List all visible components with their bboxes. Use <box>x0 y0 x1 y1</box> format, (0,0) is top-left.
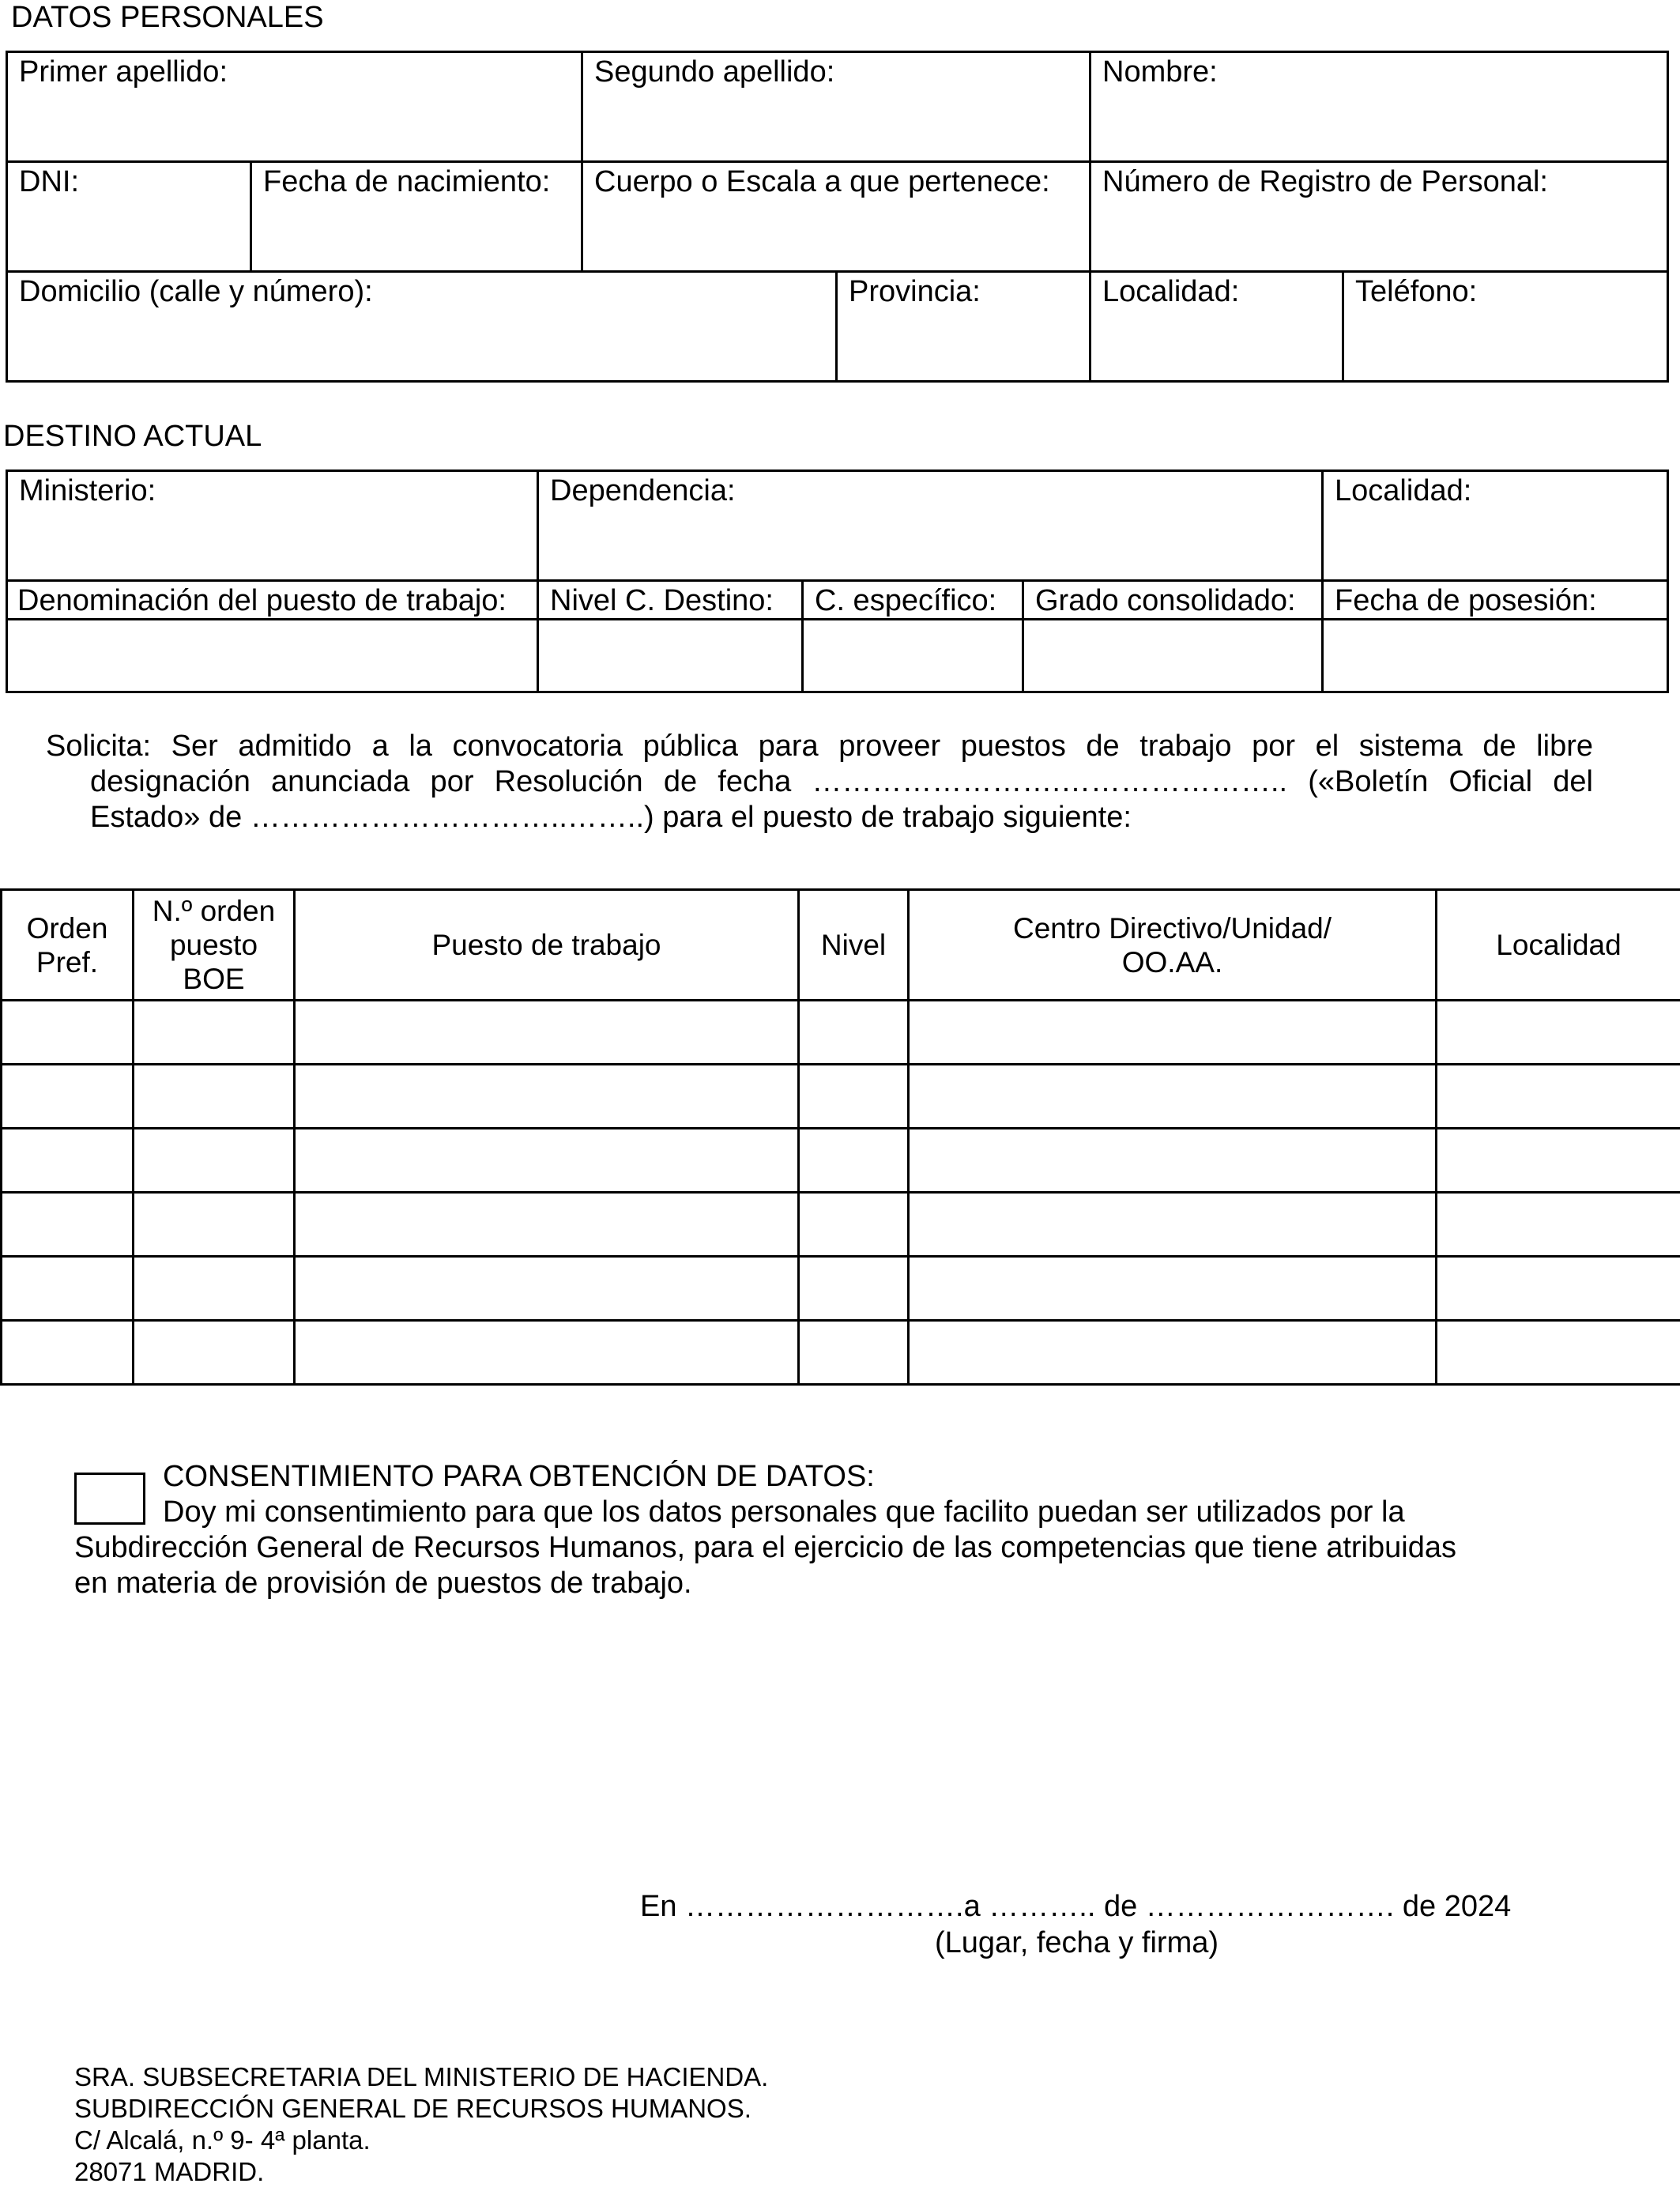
consentimiento-line-2: Subdirección General de Recursos Humanos, para el ejercicio de las competencias que tiene atribuidas <box>74 1531 1456 1564</box>
header-centro-directivo: Centro Directivo/Unidad/ OO.AA. <box>909 890 1437 1001</box>
field-label: Número de Registro de Personal: <box>1102 165 1548 198</box>
header-localidad: Localidad <box>1437 890 1680 1001</box>
field-dependencia[interactable] <box>538 471 1323 581</box>
recipient-line-4: 28071 MADRID. <box>74 2157 265 2186</box>
table-row <box>2 1257 1680 1321</box>
field-label: Dependencia: <box>550 474 736 507</box>
field-label: Provincia: <box>849 275 981 308</box>
field-segundo-apellido[interactable] <box>582 52 1090 162</box>
field-label: Fecha de posesión: <box>1335 584 1597 617</box>
consentimiento-block <box>74 1459 1615 1601</box>
destino-actual-table <box>6 470 1669 693</box>
table-cell[interactable] <box>134 1257 295 1321</box>
field-label: Grado consolidado: <box>1035 584 1296 617</box>
field-numero-registro[interactable] <box>1090 162 1668 272</box>
section-title-datos-personales: DATOS PERSONALES <box>11 1 324 34</box>
table-cell[interactable] <box>909 1257 1437 1321</box>
recipient-line-2: SUBDIRECCIÓN GENERAL DE RECURSOS HUMANOS. <box>74 2094 751 2123</box>
field-provincia[interactable] <box>837 272 1090 382</box>
table-cell[interactable] <box>2 1001 134 1065</box>
header-puesto-trabajo: Puesto de trabajo <box>295 890 799 1001</box>
signature-caption: (Lugar, fecha y firma) <box>935 1926 1219 1959</box>
table-cell[interactable] <box>2 1257 134 1321</box>
input-fecha-posesion[interactable] <box>1323 620 1668 692</box>
table-cell[interactable] <box>1437 1129 1680 1193</box>
table-cell[interactable] <box>295 1193 799 1257</box>
table-cell[interactable] <box>295 1321 799 1385</box>
table-cell[interactable] <box>295 1001 799 1065</box>
field-label: Localidad: <box>1102 275 1240 308</box>
label-denominacion-puesto <box>7 581 538 620</box>
field-label: Segundo apellido: <box>594 55 835 89</box>
field-localidad-destino[interactable] <box>1323 471 1668 581</box>
recipient-line-3: C/ Alcalá, n.º 9- 4ª planta. <box>74 2125 371 2155</box>
table-cell[interactable] <box>799 1193 909 1257</box>
table-cell[interactable] <box>134 1129 295 1193</box>
input-grado-consolidado[interactable] <box>1023 620 1323 692</box>
table-row <box>2 1193 1680 1257</box>
field-label: Cuerpo o Escala a que pertenece: <box>594 165 1050 198</box>
solicita-paragraph <box>46 729 1593 835</box>
field-dni[interactable] <box>7 162 251 272</box>
table-cell[interactable] <box>909 1065 1437 1129</box>
field-localidad[interactable] <box>1090 272 1343 382</box>
table-cell[interactable] <box>1437 1065 1680 1129</box>
consentimiento-title: CONSENTIMIENTO PARA OBTENCIÓN DE DATOS: <box>163 1460 875 1493</box>
solicita-line-2: designación anunciada por Resolución de fecha …………………….………………….. («Boletín Oficial del <box>90 765 1593 798</box>
table-row <box>2 1001 1680 1065</box>
input-c-especifico[interactable] <box>803 620 1023 692</box>
table-row <box>2 1321 1680 1385</box>
consentimiento-line-1: Doy mi consentimiento para que los datos personales que facilito puedan ser utilizados por la <box>163 1495 1405 1529</box>
table-cell[interactable] <box>1437 1321 1680 1385</box>
input-denominacion-puesto[interactable] <box>7 620 538 692</box>
table-cell[interactable] <box>2 1193 134 1257</box>
field-label: Primer apellido: <box>19 55 228 89</box>
table-row <box>2 1129 1680 1193</box>
field-fecha-nacimiento[interactable] <box>251 162 582 272</box>
field-domicilio[interactable] <box>7 272 837 382</box>
field-label: Domicilio (calle y número): <box>19 275 373 308</box>
field-telefono[interactable] <box>1343 272 1668 382</box>
field-label: Localidad: <box>1335 474 1472 507</box>
table-cell[interactable] <box>799 1129 909 1193</box>
label-nivel-destino <box>538 581 803 620</box>
table-header-row <box>2 890 1680 1001</box>
field-label: Ministerio: <box>19 474 156 507</box>
field-label: Nombre: <box>1102 55 1218 89</box>
table-cell[interactable] <box>2 1129 134 1193</box>
datos-personales-table <box>6 51 1669 383</box>
solicita-line-3: Estado» de …………………………..……..) para el puesto de trabajo siguiente: <box>90 801 1132 834</box>
section-title-destino-actual: DESTINO ACTUAL <box>3 420 262 453</box>
field-label: DNI: <box>19 165 79 198</box>
consentimiento-line-3: en materia de provisión de puestos de trabajo. <box>74 1567 692 1600</box>
table-cell[interactable] <box>134 1193 295 1257</box>
field-nombre[interactable] <box>1090 52 1668 162</box>
table-cell[interactable] <box>799 1065 909 1129</box>
label-c-especifico <box>803 581 1023 620</box>
table-cell[interactable] <box>1437 1257 1680 1321</box>
table-cell[interactable] <box>909 1321 1437 1385</box>
recipient-line-1: SRA. SUBSECRETARIA DEL MINISTERIO DE HACIENDA. <box>74 2062 769 2091</box>
field-label: Nivel C. Destino: <box>550 584 774 617</box>
table-cell[interactable] <box>134 1001 295 1065</box>
table-cell[interactable] <box>909 1129 1437 1193</box>
field-label: Fecha de nacimiento: <box>263 165 551 198</box>
table-cell[interactable] <box>799 1257 909 1321</box>
table-cell[interactable] <box>799 1001 909 1065</box>
puestos-table <box>0 888 1680 1386</box>
table-cell[interactable] <box>2 1321 134 1385</box>
table-cell[interactable] <box>295 1065 799 1129</box>
table-cell[interactable] <box>295 1257 799 1321</box>
solicita-line-1: Solicita: Ser admitido a la convocatoria pública para proveer puestos de trabajo por el sistema de libre <box>46 730 1593 763</box>
signature-place-date-line: En ……………………….a ……….. de ……………………. de 2024 <box>640 1890 1512 1923</box>
label-fecha-posesion <box>1323 581 1668 620</box>
table-cell[interactable] <box>1437 1001 1680 1065</box>
field-label: Denominación del puesto de trabajo: <box>17 584 507 617</box>
field-label: Teléfono: <box>1355 275 1478 308</box>
field-cuerpo-escala[interactable] <box>582 162 1090 272</box>
label-grado-consolidado <box>1023 581 1323 620</box>
table-cell[interactable] <box>295 1129 799 1193</box>
table-cell[interactable] <box>134 1321 295 1385</box>
table-row <box>2 1065 1680 1129</box>
field-ministerio[interactable] <box>7 471 538 581</box>
header-orden-pref: Orden Pref. <box>2 890 134 1001</box>
header-orden-boe: N.º orden puesto BOE <box>134 890 295 1001</box>
table-cell[interactable] <box>909 1193 1437 1257</box>
table-cell[interactable] <box>1437 1193 1680 1257</box>
field-label: C. específico: <box>815 584 997 617</box>
field-primer-apellido[interactable] <box>7 52 582 162</box>
header-nivel: Nivel <box>799 890 909 1001</box>
table-cell[interactable] <box>909 1001 1437 1065</box>
table-cell[interactable] <box>2 1065 134 1129</box>
table-cell[interactable] <box>799 1321 909 1385</box>
table-cell[interactable] <box>134 1065 295 1129</box>
input-nivel-destino[interactable] <box>538 620 803 692</box>
